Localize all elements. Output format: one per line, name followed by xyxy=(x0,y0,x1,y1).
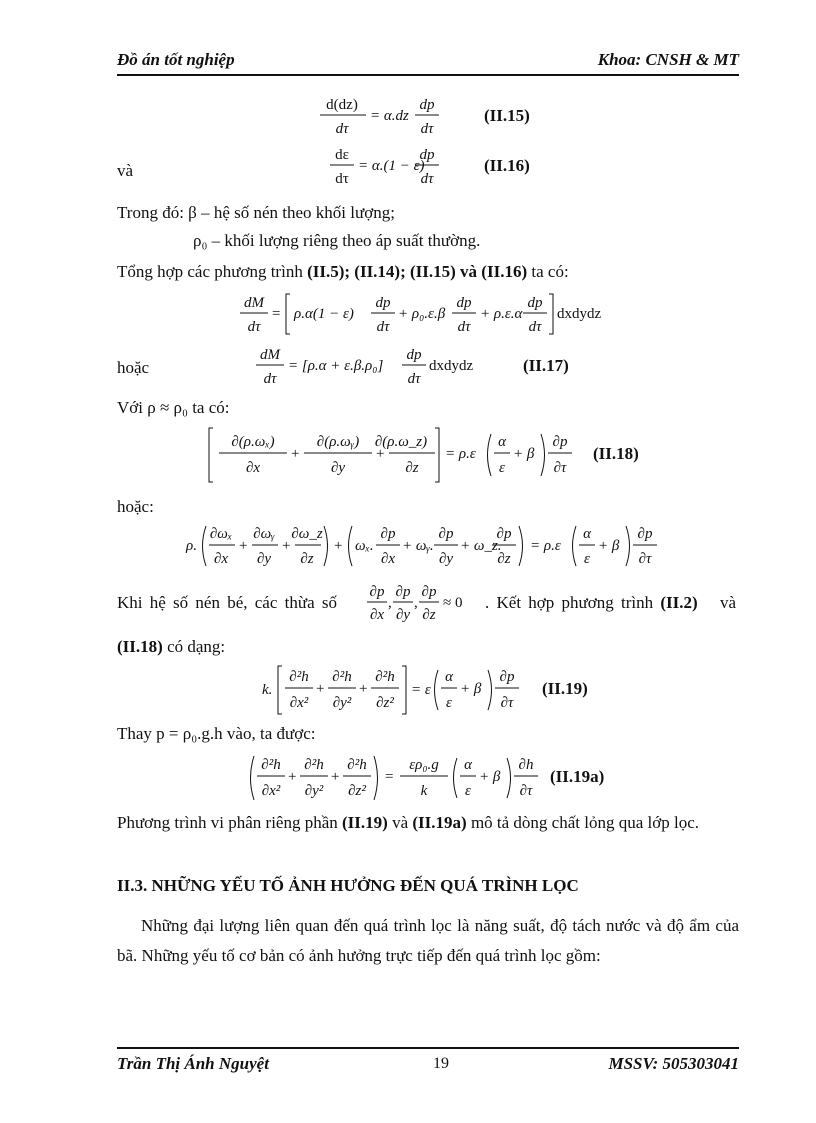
svg-text:dτ: dτ xyxy=(247,319,261,335)
svg-text:dxdydz: dxdydz xyxy=(429,358,474,374)
svg-text:∂p: ∂p xyxy=(380,526,396,542)
svg-text:∂y²: ∂y² xyxy=(304,783,324,799)
footer-student-id: MSSV: 505303041 xyxy=(608,1054,739,1073)
svg-text:∂²h: ∂²h xyxy=(304,757,324,773)
svg-text:α: α xyxy=(445,669,453,685)
svg-text:=: = xyxy=(272,306,281,322)
svg-text:dτ: dτ xyxy=(407,371,421,387)
header-rule xyxy=(117,74,739,76)
section-heading: II.3. NHỮNG YẾU TỐ ẢNH HƯỞNG ĐẾN QUÁ TRÌNH LỌC xyxy=(117,876,579,895)
svg-text:∂p: ∂p xyxy=(438,526,454,542)
svg-text:+ β: + β xyxy=(598,538,620,554)
svg-text:d(dz): d(dz) xyxy=(326,97,358,113)
page-header xyxy=(117,50,739,72)
svg-text:∂τ: ∂τ xyxy=(500,695,514,711)
svg-text:∂x²: ∂x² xyxy=(261,783,281,799)
svg-text:(II.17): (II.17) xyxy=(523,356,569,375)
svg-text:+: + xyxy=(288,769,297,785)
svg-text:∂p: ∂p xyxy=(552,434,568,450)
svg-text:∂p: ∂p xyxy=(369,584,385,600)
svg-text:+: + xyxy=(376,446,385,462)
svg-text:∂z²: ∂z² xyxy=(376,695,394,711)
svg-text:∂²h: ∂²h xyxy=(347,757,367,773)
svg-text:∂(ρ.ω_z): ∂(ρ.ω_z) xyxy=(374,434,428,450)
pt-ref-ii-19: (II.19) xyxy=(342,813,388,832)
svg-text:(II.19a): (II.19a) xyxy=(550,767,605,786)
svg-text:=: = xyxy=(385,769,394,785)
svg-text:+: + xyxy=(331,769,340,785)
svg-text:ε: ε xyxy=(446,695,452,711)
tong-hop-refs: (II.5); (II.14); (II.15) và (II.16) xyxy=(307,262,528,281)
svg-text:+ β: + β xyxy=(460,681,482,697)
svg-text:dτ: dτ xyxy=(457,319,471,335)
svg-text:dτ: dτ xyxy=(420,171,434,187)
svg-text:+ β: + β xyxy=(513,446,535,462)
pt-ref-ii-19a: (II.19a) xyxy=(412,813,467,832)
svg-text:+ ρ₀.ε.β: + ρ₀.ε.β xyxy=(398,306,446,322)
page-number: 19 xyxy=(433,1055,449,1072)
intro-paragraph: Những đại lượng liên quan đến quá trình lọc là năng suất, độ tách nước và độ ẩm của bã. Những yếu tố cơ bản có ảnh hưởng trực tiếp đến quá trình lọc gồm: xyxy=(117,916,739,965)
svg-text:= ε: = ε xyxy=(411,682,431,698)
svg-text:dM: dM xyxy=(244,295,264,311)
khi-line-a: Khi hệ số nén bé, các thừa số xyxy=(117,593,337,612)
svg-text:∂z: ∂z xyxy=(405,460,419,476)
svg-text:,: , xyxy=(388,595,392,611)
svg-text:α: α xyxy=(464,757,472,773)
eq16-prefix: và xyxy=(117,161,134,180)
khi-tail: có dạng: xyxy=(162,637,226,656)
header-right: Khoa: CNSH & MT xyxy=(597,50,739,69)
svg-text:∂p: ∂p xyxy=(496,526,512,542)
trong-do-line-2: ρ₀ – khối lượng riêng theo áp suất thường. xyxy=(193,231,481,250)
svg-text:+ β: + β xyxy=(479,769,501,785)
equation-ii-15 xyxy=(300,92,560,142)
svg-text:ρ.: ρ. xyxy=(186,538,197,554)
svg-text:ωₓ.: ωₓ. xyxy=(355,538,374,554)
svg-text:∂y: ∂y xyxy=(438,551,454,567)
svg-text:∂z²: ∂z² xyxy=(348,783,366,799)
footer-author: Trần Thị Ánh Nguyệt xyxy=(117,1054,269,1073)
svg-text:dτ: dτ xyxy=(263,371,277,387)
svg-text:dτ: dτ xyxy=(335,171,349,187)
svg-text:∂z: ∂z xyxy=(300,551,314,567)
svg-text:dxdydz: dxdydz xyxy=(557,306,602,322)
svg-text:α: α xyxy=(583,526,591,542)
svg-text:ε: ε xyxy=(499,460,505,476)
svg-text:+: + xyxy=(291,446,300,462)
pt-paragraph xyxy=(117,808,739,838)
pt-text-a: Phương trình vi phân riêng phần xyxy=(117,813,343,832)
svg-text:∂y: ∂y xyxy=(330,460,346,476)
svg-text:= α.dz: = α.dz xyxy=(370,108,409,124)
trong-do-line: Trong đó: β – hệ số nén theo khối lượng; xyxy=(117,203,395,222)
svg-text:∂x: ∂x xyxy=(245,460,261,476)
svg-text:k: k xyxy=(420,783,428,799)
svg-text:dp: dp xyxy=(419,97,435,113)
tong-hop-tail: ta có: xyxy=(527,262,569,281)
svg-text:∂y²: ∂y² xyxy=(332,695,352,711)
svg-text:dp: dp xyxy=(527,295,543,311)
svg-text:∂ωₓ: ∂ωₓ xyxy=(209,526,233,542)
svg-text:,: , xyxy=(414,595,418,611)
svg-text:+: + xyxy=(316,681,325,697)
svg-text:dM: dM xyxy=(260,347,280,363)
pt-text-e: mô tả dòng chất lỏng qua lớp lọc. xyxy=(466,813,699,832)
svg-text:dp: dp xyxy=(419,147,435,163)
hoac-line: hoặc: xyxy=(117,497,154,516)
svg-text:∂x: ∂x xyxy=(369,607,385,623)
svg-text:(II.18): (II.18) xyxy=(593,444,639,463)
ref-ii-2: (II.2) xyxy=(660,593,698,612)
svg-text:dε: dε xyxy=(335,147,349,163)
svg-text:∂p: ∂p xyxy=(395,584,411,600)
khi-line-b xyxy=(485,593,698,613)
svg-text:∂ωᵧ: ∂ωᵧ xyxy=(253,526,275,542)
svg-text:∂²h: ∂²h xyxy=(375,669,395,685)
tong-hop-line xyxy=(117,262,569,282)
svg-text:(II.15): (II.15) xyxy=(484,106,530,125)
equation-expanded xyxy=(186,518,676,574)
equation-ii-17 xyxy=(256,342,616,392)
header-left: Đồ án tốt nghiệp xyxy=(117,50,235,69)
svg-text:∂τ: ∂τ xyxy=(519,783,533,799)
svg-text:∂p: ∂p xyxy=(637,526,653,542)
svg-text:(II.16): (II.16) xyxy=(484,156,530,175)
svg-text:+ ωᵧ.: + ωᵧ. xyxy=(402,538,434,554)
svg-text:= ρ.ε: = ρ.ε xyxy=(530,538,561,554)
tong-hop-text: Tổng hợp các phương trình xyxy=(117,262,308,281)
svg-text:∂z: ∂z xyxy=(497,551,511,567)
footer-rule xyxy=(117,1047,739,1049)
svg-text:∂τ: ∂τ xyxy=(638,551,652,567)
svg-text:ερ₀.g: ερ₀.g xyxy=(409,757,439,773)
equation-dm-dt-sum xyxy=(240,290,640,340)
svg-text:∂(ρ.ωₓ): ∂(ρ.ωₓ) xyxy=(231,434,275,450)
svg-text:dτ: dτ xyxy=(528,319,542,335)
svg-text:≈ 0: ≈ 0 xyxy=(443,595,463,611)
svg-text:+: + xyxy=(239,538,248,554)
svg-text:+ ρ.ε.α: + ρ.ε.α xyxy=(480,306,523,322)
svg-text:+: + xyxy=(359,681,368,697)
khi-line-d xyxy=(117,637,225,657)
thay-line: Thay p = ρ₀.g.h vào, ta được: xyxy=(117,724,316,743)
svg-text:= [ρ.α + ε.β.ρ₀]: = [ρ.α + ε.β.ρ₀] xyxy=(288,358,384,374)
svg-text:∂h: ∂h xyxy=(518,757,534,773)
svg-text:k.: k. xyxy=(262,682,273,698)
svg-text:∂y: ∂y xyxy=(395,607,411,623)
svg-text:∂ω_z: ∂ω_z xyxy=(291,526,323,542)
khi-text-b: . Kết hợp phương trình xyxy=(485,593,654,612)
equation-ii-19 xyxy=(262,660,642,720)
svg-text:dp: dp xyxy=(456,295,472,311)
page-footer xyxy=(117,1054,739,1078)
svg-text:ε: ε xyxy=(465,783,471,799)
svg-text:∂²h: ∂²h xyxy=(332,669,352,685)
eq17-prefix: hoặc xyxy=(117,358,150,377)
svg-text:α: α xyxy=(498,434,506,450)
equation-ii-19a xyxy=(244,748,644,808)
khi-line-c: và xyxy=(720,593,737,612)
svg-text:= α.(1 − ε): = α.(1 − ε) xyxy=(358,158,425,174)
svg-text:∂y: ∂y xyxy=(256,551,272,567)
svg-text:∂p: ∂p xyxy=(421,584,437,600)
svg-text:+: + xyxy=(334,538,343,554)
svg-text:∂x: ∂x xyxy=(213,551,229,567)
equation-ii-16 xyxy=(300,142,560,192)
svg-text:(II.19): (II.19) xyxy=(542,679,588,698)
ref-ii-18: (II.18) xyxy=(117,637,163,656)
svg-text:∂(ρ.ωᵧ): ∂(ρ.ωᵧ) xyxy=(316,434,360,450)
svg-text:ρ.α(1 − ε): ρ.α(1 − ε) xyxy=(294,306,354,322)
svg-text:dτ: dτ xyxy=(420,121,434,137)
svg-text:dτ: dτ xyxy=(376,319,390,335)
svg-text:∂z: ∂z xyxy=(422,607,436,623)
svg-text:∂²h: ∂²h xyxy=(261,757,281,773)
svg-text:∂x²: ∂x² xyxy=(289,695,309,711)
svg-text:ε: ε xyxy=(584,551,590,567)
svg-text:∂τ: ∂τ xyxy=(553,460,567,476)
equation-ii-18 xyxy=(205,424,665,486)
svg-text:∂²h: ∂²h xyxy=(289,669,309,685)
svg-text:+: + xyxy=(282,538,291,554)
svg-text:dτ: dτ xyxy=(335,121,349,137)
svg-text:dp: dp xyxy=(375,295,391,311)
pt-text-c: và xyxy=(387,813,413,832)
svg-text:+ ω_z.: + ω_z. xyxy=(460,538,502,554)
svg-text:= ρ.ε: = ρ.ε xyxy=(445,446,476,462)
svg-text:dp: dp xyxy=(406,347,422,363)
equation-partials-approx-zero xyxy=(365,580,495,626)
svg-text:∂x: ∂x xyxy=(380,551,396,567)
svg-text:∂p: ∂p xyxy=(499,669,515,685)
voi-line: Với ρ ≈ ρ₀ ta có: xyxy=(117,398,230,417)
